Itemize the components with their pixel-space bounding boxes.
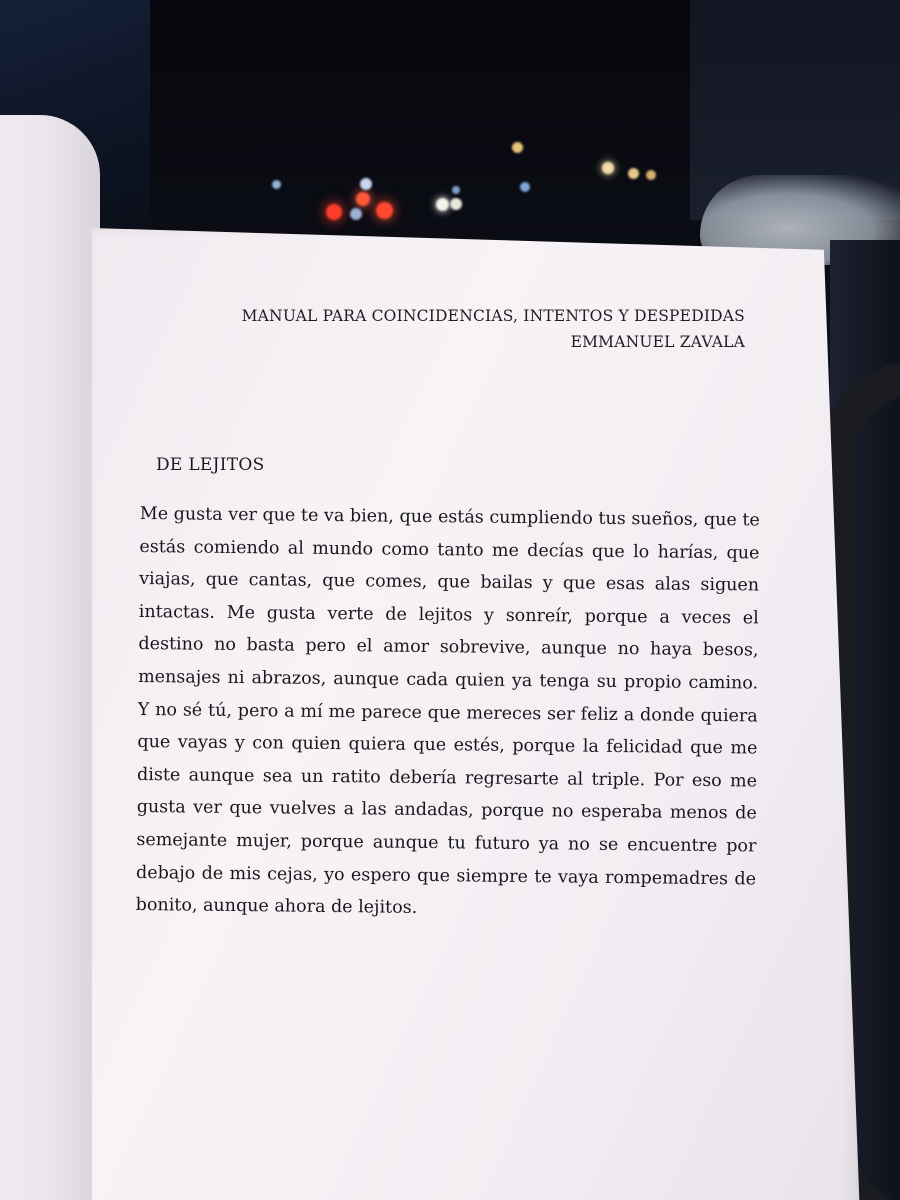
book-title: MANUAL PARA COINCIDENCIAS, INTENTOS Y DESPEDIDAS [241,307,745,325]
bokeh-light [350,208,362,220]
bokeh-light [628,168,639,179]
chapter-body-text: Me gusta ver que te va bien, que estás cumpliendo tus sueños, que te estás comiendo al mundo como tanto me decías que lo harías, que viajas, que cantas, que comes, que bailas y que esas alas siguen intactas. Me gusta verte de lejitos y sonreír, porque a veces el destino no basta pero el amor sobrevive, aunque no haya besos, mensajes ni abrazos, aunque cada quien ya tenga su propio camino. Y no sé tú, pero a mí me parece que mereces ser feliz a donde quiera que vayas y con quien quiera que estés, porque la felicidad que me diste aunque sea un ratito debería regresarte al triple. Por eso me gusta ver que vuelves a las andadas, porque no esperaba menos de semejante mujer, porque aunque tu futuro ya no se encuentre por debajo de mis cejas, yo espero que siempre te vaya rompemadres de bonito, aunque ahora de lejitos. [135,503,760,919]
bokeh-light [360,178,372,190]
running-head [200,303,745,355]
bokeh-light [376,202,393,219]
bokeh-light [356,192,370,206]
bokeh-light [646,170,656,180]
bokeh-light [520,182,530,192]
book-author: EMMANUEL ZAVALA [570,333,745,351]
bokeh-light [272,180,281,189]
chapter-title: DE LEJITOS [156,455,265,475]
bokeh-light [512,142,523,153]
bokeh-light [450,198,462,210]
bokeh-light [436,198,449,211]
left-page-curl [0,115,100,1200]
bokeh-light [602,162,614,174]
bokeh-light [326,204,342,220]
bokeh-light [452,186,460,194]
